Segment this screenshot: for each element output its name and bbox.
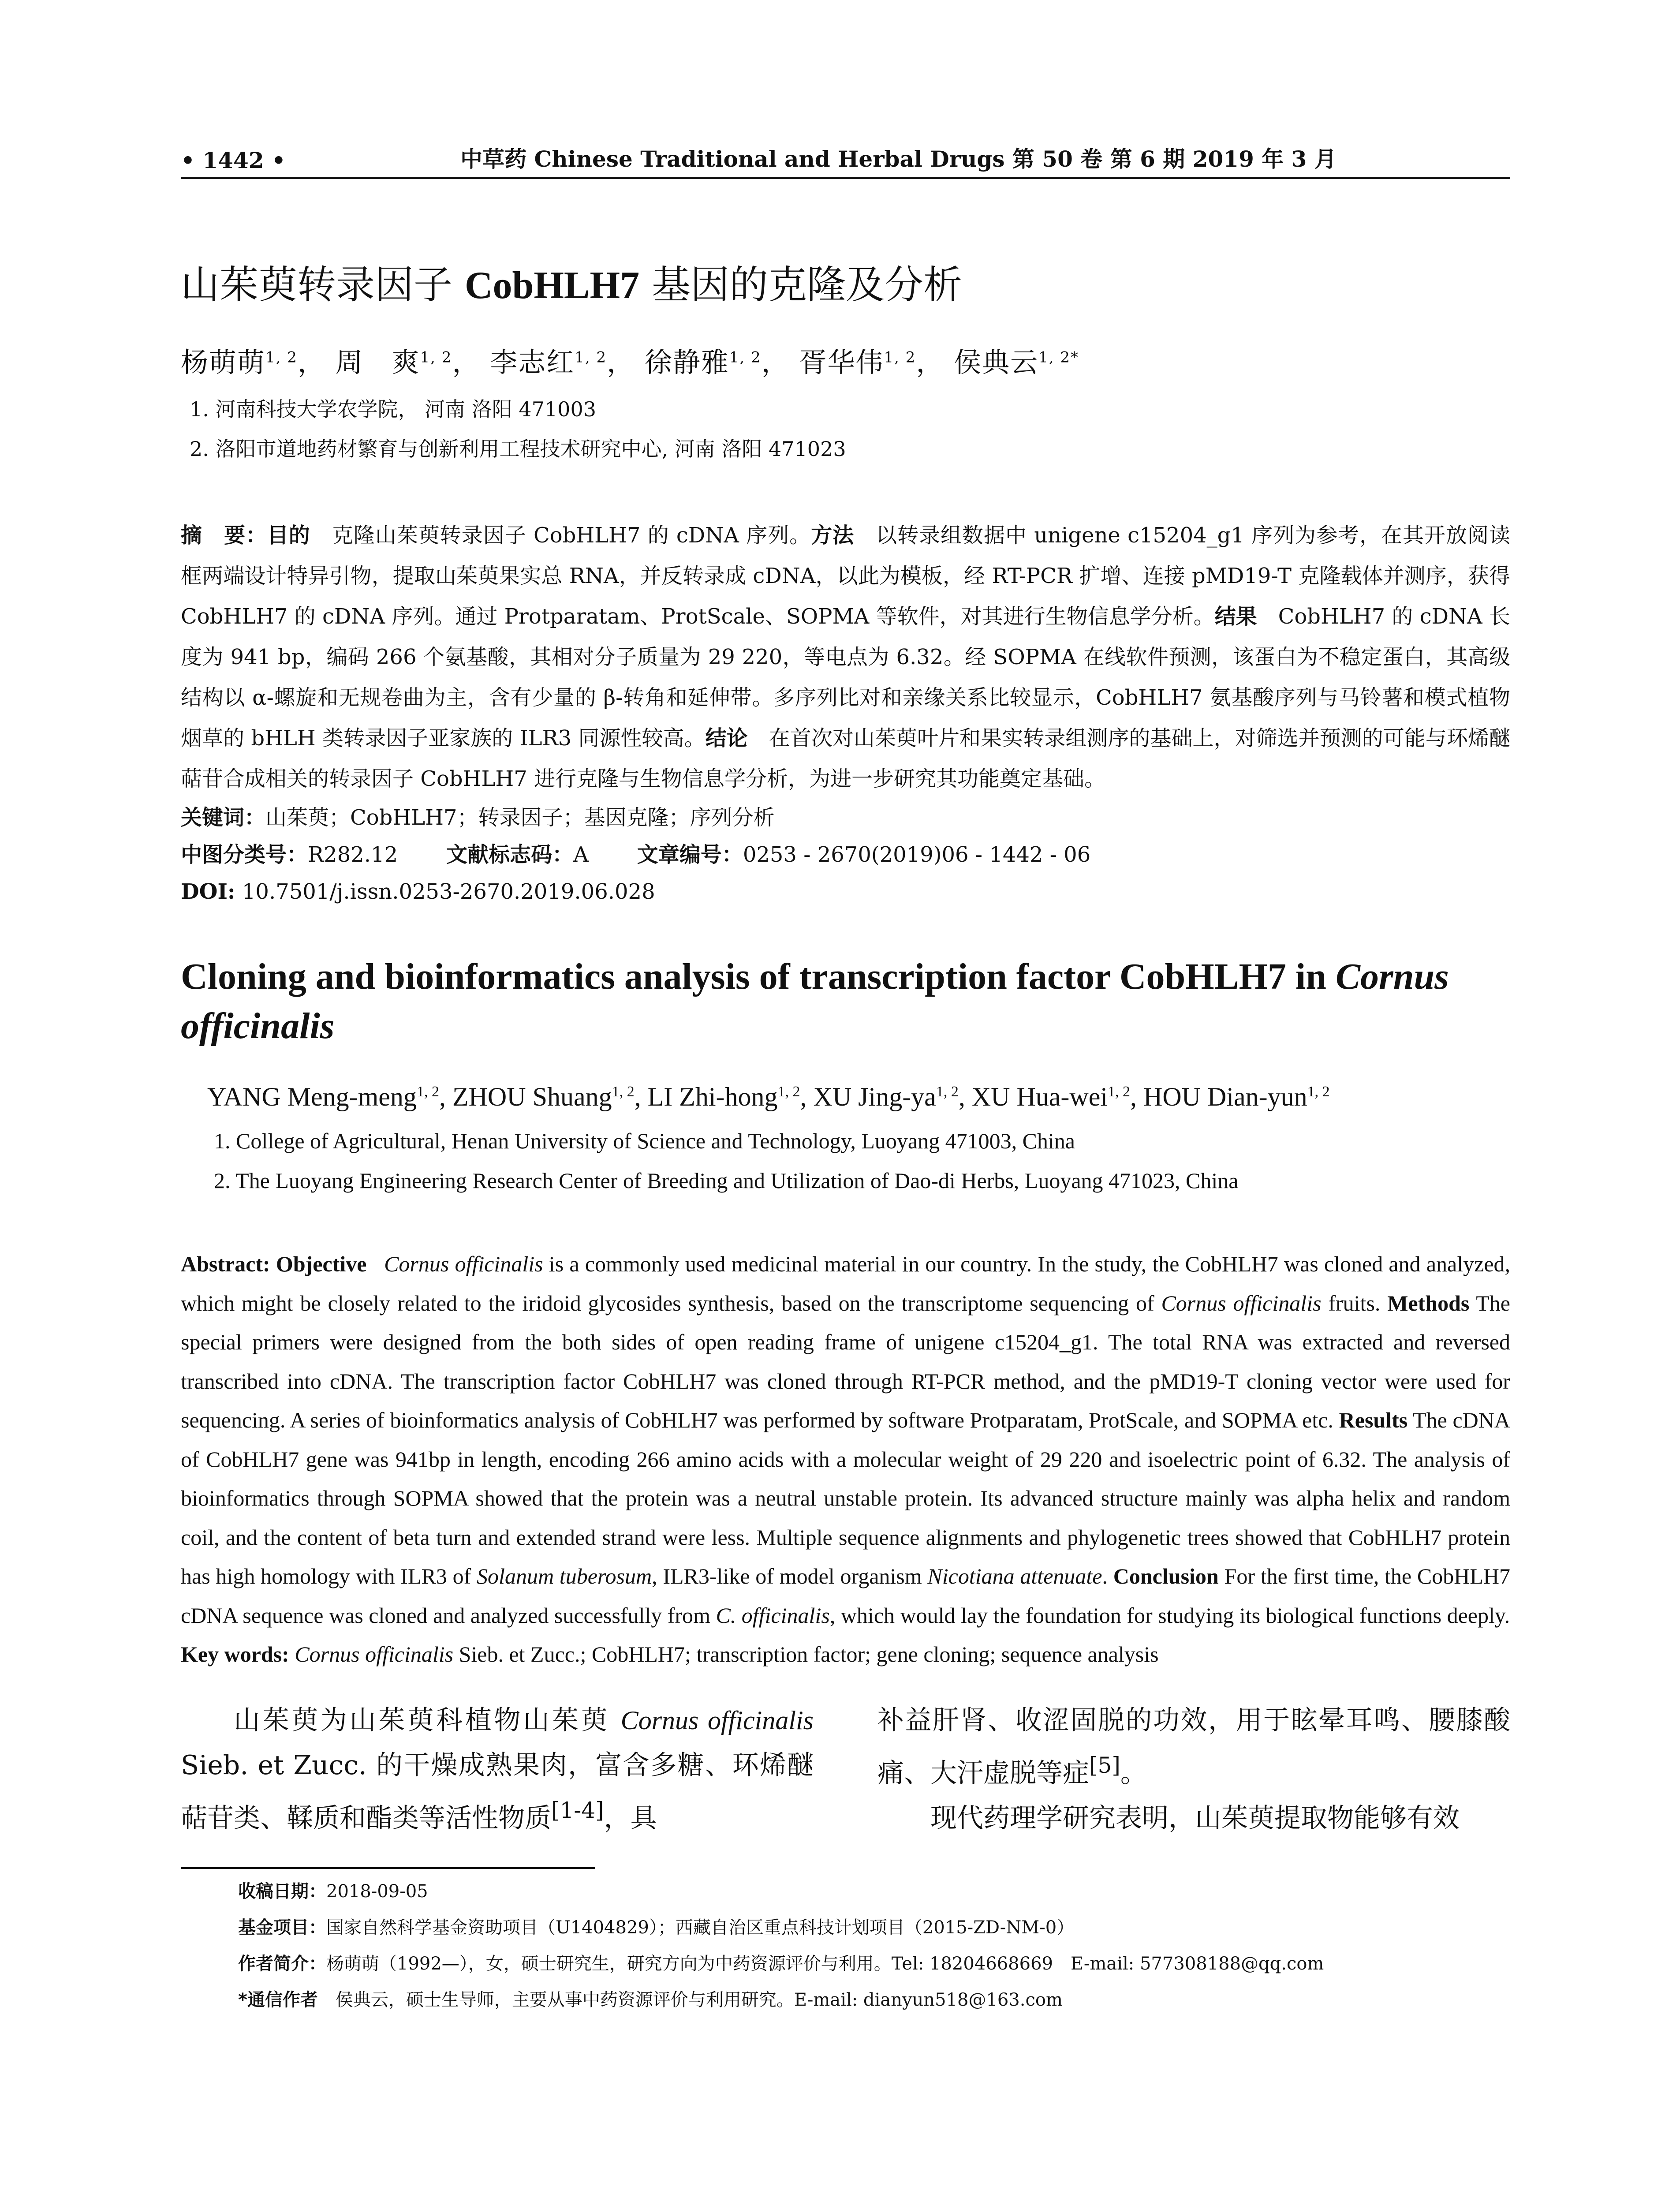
english-abstract: Abstract: Objective Cornus officinalis is a commonly used medicinal material in our country. In the study, the CobHLH7 was cloned and analyzed, which might be closely related to the iridoid glycosides synthesis, based on the transcriptome sequencing of Cornus officinalis fruits. Methods The special primers were designed from the both sides of open reading frame of unigene c15204_g1. The total RNA was extracted and reversed transcribed into cDNA. The transcription factor CobHLH7 was cloned through RT-PCR method, and the pMD19-T cloning vector were used for sequencing. A series of bioinformatics analysis of CobHLH7 was performed by software Protparatam, ProtScale, and SOPMA etc. Results The cDNA of CobHLH7 gene was 941bp in length, encoding 266 amino acids with a molecular weight of 29 220 and isoelectric point of 6.32. The analysis of bioinformatics through SOPMA showed that the protein was a neutral unstable protein. Its advanced structure mainly was alpha helix and random coil, and the content of beta turn and extended strand were less. Multiple sequence alignments and phylogenetic trees showed that CobHLH7 protein has high homology with ILR3 of Solanum tuberosum, ILR3-like of model organism Nicotiana attenuate. Conclusion For the first time, the CobHLH7 cDNA sequence was cloned and analyzed successfully from C. officinalis, which would lay the foundation for studying its biological functions deeply.	[181, 1252, 1511, 1628]
running-header	[181, 140, 1510, 179]
body-left-column: 山茱萸为山茱萸科植物山茱萸 Cornus officinalis Sieb. et Zucc. 的干燥成熟果肉，富含多糖、环烯醚萜苷类、鞣质和酯类等活性物质[1-4]，具	[181, 1705, 814, 1834]
paper-page	[181, 140, 1510, 2018]
chinese-keywords: 关键词：山茱萸；CobHLH7；转录因子；基因克隆；序列分析	[181, 805, 775, 830]
english-title: Cloning and bioinformatics analysis of transcription factor CobHLH7 in Cornus officinalis	[181, 956, 1449, 1046]
doi-line: DOI: 10.7501/j.issn.0253-2670.2019.06.028	[181, 879, 655, 904]
classification-line: 中图分类号：R282.12 文献标志码：A 文章编号：0253 - 2670(2019)06 - 1442 - 06	[181, 842, 1091, 867]
footnotes: 收稿日期：2018-09-05 基金项目：国家自然科学基金资助项目（U1404829）；西藏自治区重点科技计划项目（2015-ZD-NM-0） 作者简介：杨萌萌（1992—），女，硕士研究生，研究方向为中药资源评价与利用。Tel: 18204668669 E-mail: 577308188@qq.com *通信作者 侯典云，硕士生导师，主要从事中药资源评价与利用研究。E-mail: dianyun518@163.com	[238, 1881, 1324, 2010]
footnote-rule	[181, 1867, 595, 1869]
journal-name: 中草药 Chinese Traditional and Herbal Drugs 第 50 卷 第 6 期 2019 年 3 月	[460, 146, 1337, 172]
page-number: • 1442 •	[181, 147, 286, 173]
chinese-affiliations	[190, 389, 1510, 469]
chinese-abstract: 摘 要：目的 克隆山茱萸转录因子 CobHLH7 的 cDNA 序列。方法 以转录组数据中 unigene c15204_g1 序列为参考，在其开放阅读框两端设计特异引物，提取山茱萸果实总 RNA，并反转录成 cDNA，以此为模板，经 RT-PCR 扩增、连接 pMD19-T 克隆载体并测序，获得 CobHLH7 的 cDNA 序列。通过 Protparatam、ProtScale、SOPMA 等软件，对其进行生物信息学分析。结果 CobHLH7 的 cDNA 长度为 941 bp，编码 266 个氨基酸，其相对分子质量为 29 220，等电点为 6.32。经 SOPMA 在线软件预测，该蛋白为不稳定蛋白，其高级结构以 α-螺旋和无规卷曲为主，含有少量的 β-转角和延伸带。多序列比对和亲缘关系比较显示，CobHLH7 氨基酸序列与马铃薯和模式植物烟草的 bHLH 类转录因子亚家族的 ILR3 同源性较高。结论 在首次对山茱萸叶片和果实转录组测序的基础上，对筛选并预测的可能与环烯醚萜苷合成相关的转录因子 CobHLH7 进行克隆与生物信息学分析，为进一步研究其功能奠定基础。	[181, 523, 1510, 791]
affiliation-1: 1. 河南科技大学农学院， 河南 洛阳 471003	[190, 397, 596, 421]
english-affiliations: 1. College of Agricultural, Henan University of Science and Technology, Luoyang 471003, China 2. The Luoyang Engineering Research Center of Breeding and Utilization of Dao-di Herbs, Luoyang 471023, China	[214, 1129, 1239, 1193]
english-authors: YANG Meng-meng$^{1, 2}$, ZHOU Shuang$^{1, 2}$, LI Zhi-hong$^{1, 2}$, XU Jing-ya$^{1, 2}$, XU Hua-wei$^{1, 2}$, HOU Dian-yun$^{1, 2}$	[207, 1082, 1330, 1111]
body-right-column: 补益肝肾、收涩固脱的功效，用于眩晕耳鸣、腰膝酸痛、大汗虚脱等症[5]。 现代药理学研究表明，山茱萸提取物能够有效	[877, 1705, 1510, 1834]
chinese-authors: 杨萌萌$^{1, 2}$， 周 爽$^{1, 2}$， 李志红$^{1, 2}$， 徐静雅$^{1, 2}$， 胥华伟$^{1, 2}$， 侯典云$^{1, 2*}$	[181, 346, 1079, 378]
english-keywords: Key words: Cornus officinalis Sieb. et Zucc.; CobHLH7; transcription factor; gene cloning; sequence analysis	[181, 1642, 1159, 1667]
chinese-title: 山茱萸转录因子 CobHLH7 基因的克隆及分析	[181, 262, 963, 307]
affiliation-2: 2. 洛阳市道地药材繁育与创新利用工程技术研究中心, 河南 洛阳 471023	[190, 437, 846, 461]
body-columns	[181, 1698, 1510, 1841]
